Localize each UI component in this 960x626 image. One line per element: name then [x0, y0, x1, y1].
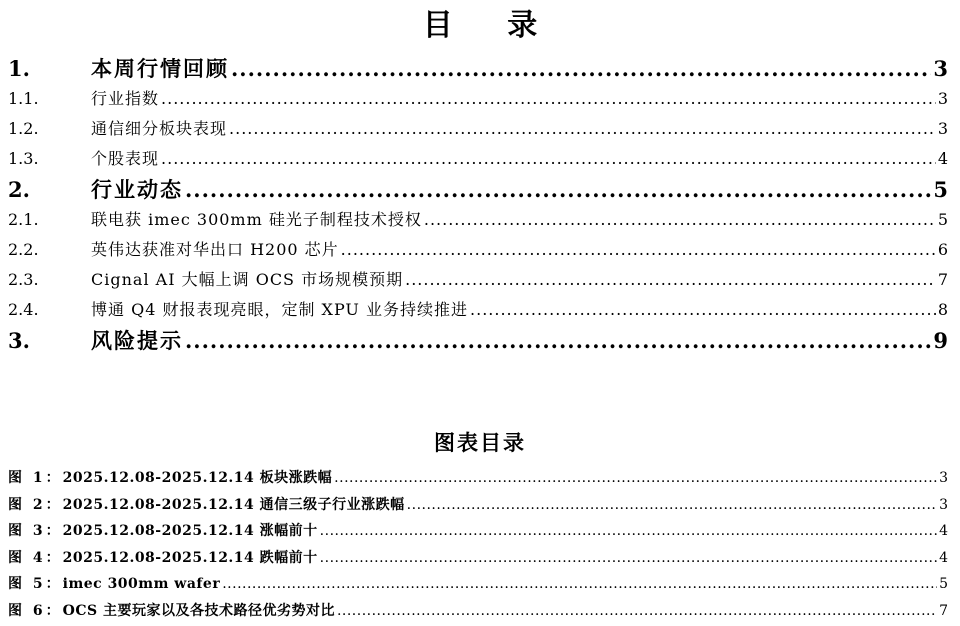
toc-entry-number: 2.: [8, 177, 30, 202]
toc-entry-title: 个股表现: [91, 149, 160, 168]
figure-label: 图 5：: [8, 576, 63, 593]
toc-entry[interactable]: [8, 265, 948, 295]
figure-entry[interactable]: [8, 465, 948, 492]
toc-entry-title: 本周行情回顾: [91, 56, 229, 81]
toc-entry[interactable]: [8, 174, 948, 205]
toc-entry-number: 2.4.: [8, 300, 39, 319]
toc-entry-number: 1.1.: [8, 89, 39, 108]
toc-entry-number: 2.2.: [8, 240, 39, 259]
toc-entry-number: 2.1.: [8, 210, 39, 229]
figure-page: 3: [939, 496, 948, 513]
toc-entry[interactable]: [8, 53, 948, 84]
toc-entry-page: 6: [937, 240, 948, 259]
toc-entry-title: 通信细分板块表现: [91, 119, 228, 138]
toc-leader-dots: [185, 174, 931, 205]
figure-leader-dots: [337, 598, 937, 625]
figure-entry[interactable]: [8, 518, 948, 545]
figure-page: 7: [939, 602, 948, 619]
toc-leader-dots: [229, 114, 936, 144]
figure-label: 图 6：: [8, 602, 63, 619]
toc-entry-page: 7: [937, 270, 948, 289]
figure-page: 3: [939, 470, 948, 486]
figure-list-title: 图表目录: [434, 430, 526, 455]
toc-entry-page: 3: [937, 119, 948, 138]
figure-caption: 2025.12.08-2025.12.14 通信三级子行业涨跌幅: [62, 496, 405, 513]
toc-entry-title: 联电获 imec 300mm 硅光子制程技术授权: [91, 210, 422, 229]
toc-entry[interactable]: [8, 205, 948, 235]
figure-caption: 2025.12.08-2025.12.14 板块涨跌幅: [62, 470, 333, 486]
toc-entry-page: 5: [933, 177, 948, 202]
toc-entry-number: 1.3.: [8, 149, 39, 168]
toc-entry-page: 4: [937, 149, 948, 168]
toc-leader-dots: [185, 325, 931, 356]
figure-page: 4: [939, 549, 948, 566]
figure-leader-dots: [320, 518, 937, 545]
toc-entry-page: 9: [933, 328, 948, 353]
figure-label: 图 3：: [8, 523, 63, 540]
figure-leader-dots: [320, 545, 937, 572]
toc-title: 目 录: [422, 8, 560, 43]
toc-entry-page: 3: [937, 89, 948, 108]
figure-page: 5: [939, 576, 948, 593]
figure-caption: 2025.12.08-2025.12.14 跌幅前十: [62, 549, 318, 566]
toc-entry[interactable]: [8, 84, 948, 114]
figure-caption: 2025.12.08-2025.12.14 涨幅前十: [62, 523, 318, 540]
toc-entry-title: 行业动态: [91, 177, 183, 202]
toc-leader-dots: [405, 265, 936, 295]
toc-entry-page: 3: [933, 56, 948, 81]
figure-label: 图 2：: [8, 496, 63, 513]
toc-entry[interactable]: [8, 295, 948, 325]
table-of-contents: [8, 53, 948, 356]
toc-entry-page: 8: [937, 300, 948, 319]
figure-caption: imec 300mm wafer: [62, 576, 221, 593]
figure-entry[interactable]: [8, 492, 948, 519]
toc-leader-dots: [161, 84, 936, 114]
toc-entry-number: 2.3.: [8, 270, 39, 289]
toc-entry[interactable]: [8, 325, 948, 356]
figure-leader-dots: [222, 571, 937, 598]
toc-entry-title: 博通 Q4 财报表现亮眼，定制 XPU 业务持续推进: [91, 300, 469, 319]
toc-entry-title: Cignal AI 大幅上调 OCS 市场规模预期: [91, 270, 404, 289]
figure-list: [8, 465, 948, 625]
toc-entry[interactable]: [8, 114, 948, 144]
toc-entry[interactable]: [8, 235, 948, 265]
figure-entry[interactable]: [8, 571, 948, 598]
figure-leader-dots: [407, 492, 937, 519]
toc-entry-title: 风险提示: [91, 328, 183, 353]
figure-label: 图 1：: [8, 470, 63, 486]
toc-leader-dots: [424, 205, 936, 235]
figure-label: 图 4：: [8, 549, 63, 566]
figure-page: 4: [939, 523, 948, 540]
toc-entry-number: 3.: [8, 328, 30, 353]
toc-leader-dots: [341, 235, 936, 265]
toc-entry-page: 5: [937, 210, 948, 229]
figure-caption: OCS 主要玩家以及各技术路径优劣势对比: [62, 602, 335, 619]
toc-entry-title: 英伟达获准对华出口 H200 芯片: [91, 240, 339, 259]
toc-leader-dots: [470, 295, 936, 325]
figure-leader-dots: [334, 465, 937, 492]
figure-entry[interactable]: [8, 545, 948, 572]
toc-leader-dots: [161, 144, 936, 174]
toc-entry-title: 行业指数: [91, 89, 160, 108]
toc-leader-dots: [231, 53, 931, 84]
toc-entry-number: 1.: [8, 56, 30, 81]
toc-entry[interactable]: [8, 144, 948, 174]
figure-entry[interactable]: [8, 598, 948, 625]
toc-entry-number: 1.2.: [8, 119, 39, 138]
